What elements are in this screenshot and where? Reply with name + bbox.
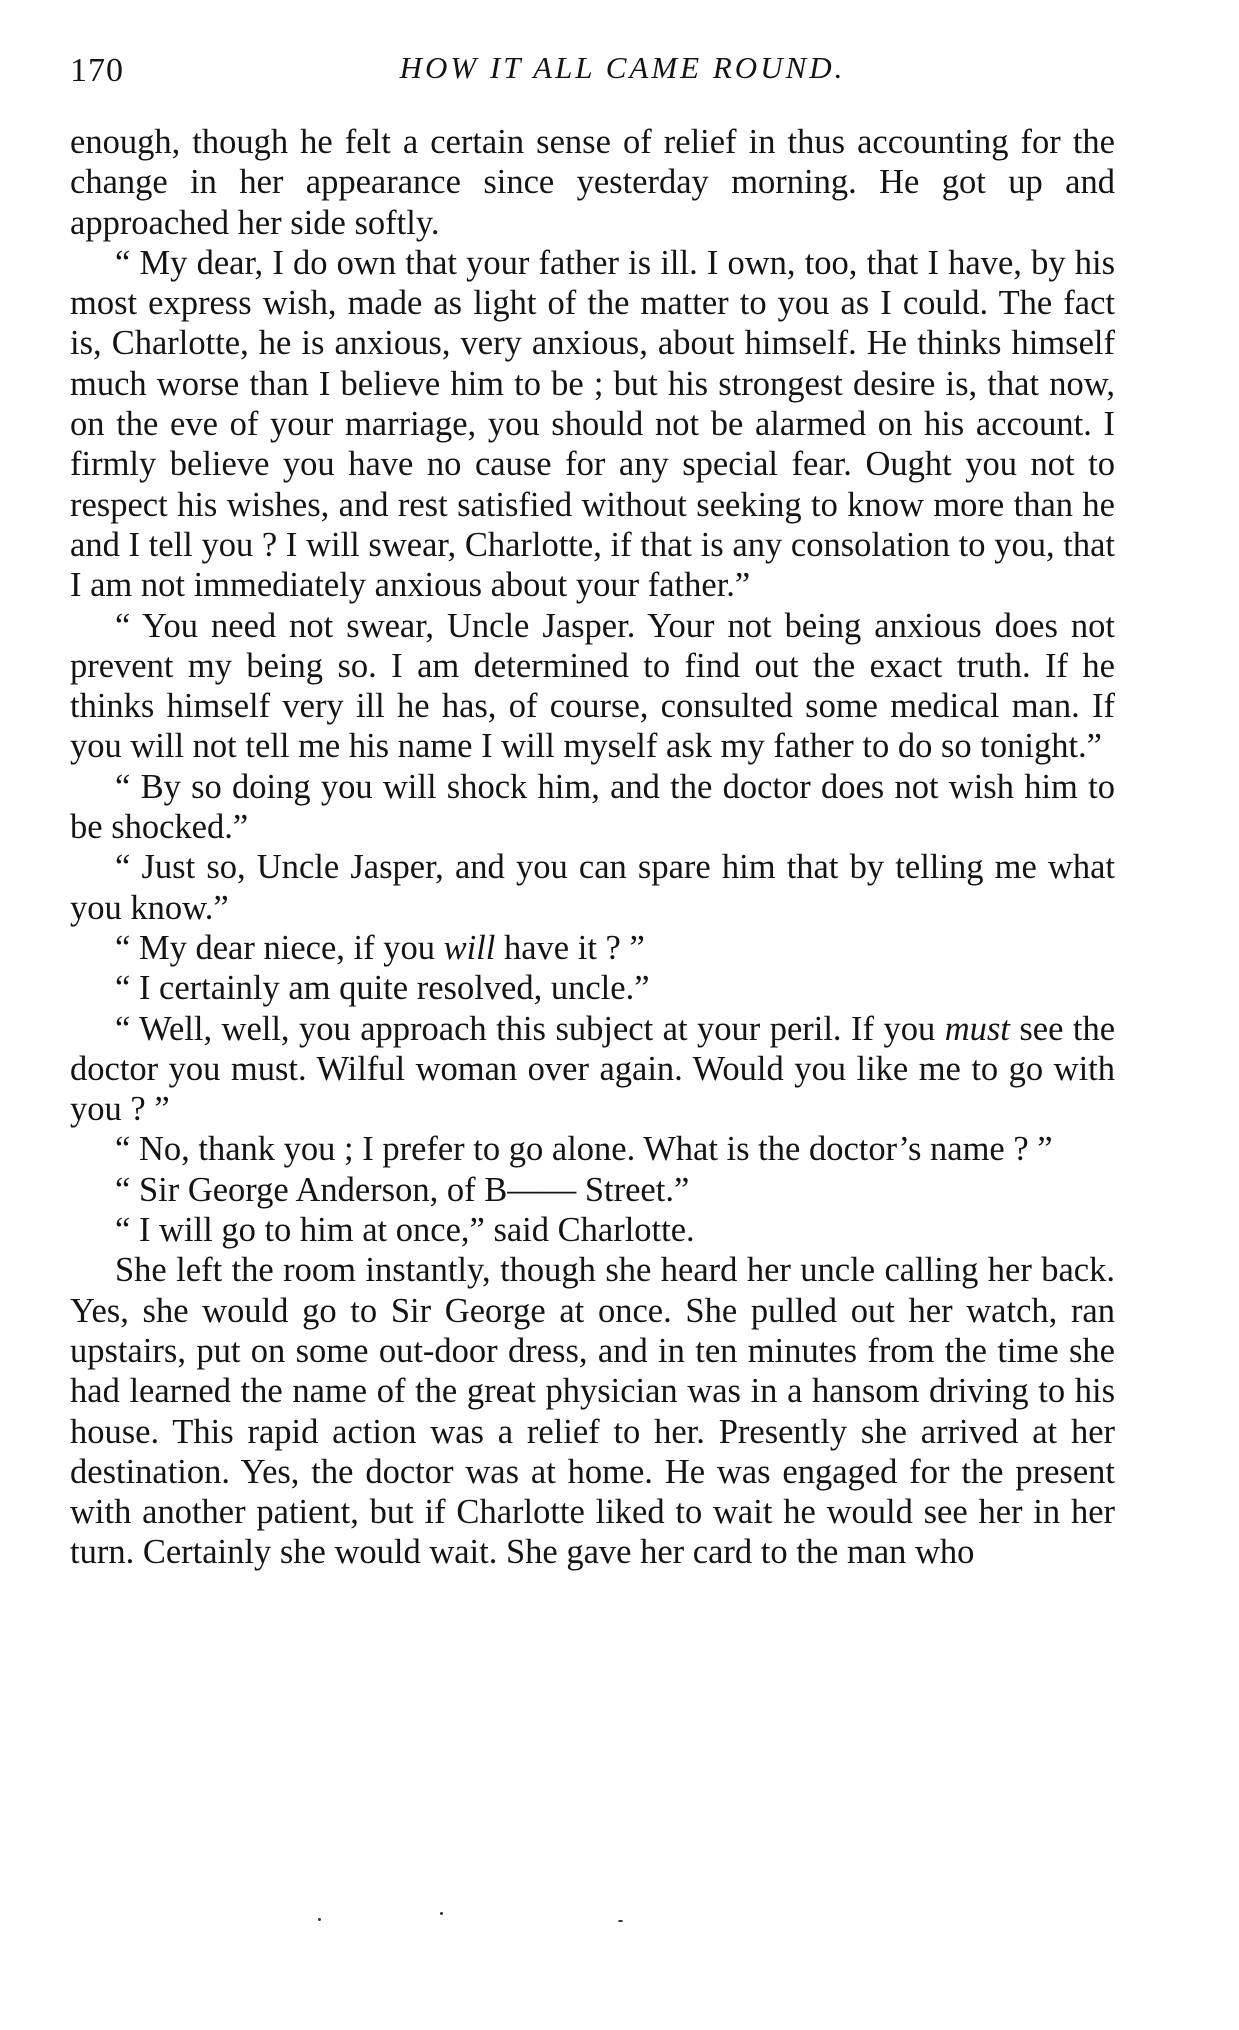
text-run: “ By so doing you will shock him, and the doctor does not wish him to be shocked.” [70,767,1115,847]
paragraph [70,606,1115,767]
ink-speck [440,1912,443,1915]
paragraph [70,1210,1115,1250]
text-run: “ No, thank you ; I prefer to go alone. What is the doctor’s name ? ” [115,1130,1053,1169]
emphasized-text: must [944,1009,1010,1048]
paragraph [70,767,1115,848]
running-head [70,44,1115,104]
text-run: “ I certainly am quite resolved, uncle.” [115,969,650,1008]
text-run: “ Well, well, you approach this subject at your peril. If you [115,1009,945,1048]
text-run: enough, though he felt a certain sense of relief in thus accounting for the change in her appearance since yesterday morning. He got up and approached her side softly. [70,123,1115,242]
continued-paragraph [70,122,1115,243]
body-text [70,122,1115,1573]
paragraph [70,1129,1115,1169]
paragraph [70,1170,1115,1210]
text-run: “ My dear niece, if you [115,928,444,967]
text-run: “ My dear, I do own that your father is ill. I own, too, that I have, by his most express wish, made as light of the matter to you as I could. The fact is, Charlotte, he is anxious, very anxious, about himself. He thinks himself much worse than I believe him to be ; but his strongest desire is, that now, on the eve of your marriage, you should not be alarmed on his account. I firmly believe you have no cause for any special fear. Ought you not to respect his wishes, and rest satisfied without seeking to know more than he and I tell you ? I will swear, Charlotte, if that is any consolation to you, that I am not immediately anxious about your father.” [70,243,1115,605]
text-run: “ Sir George Anderson, of B—— Street.” [115,1170,690,1209]
text-run: “ Just so, Uncle Jasper, and you can spare him that by telling me what you know.” [70,848,1115,927]
paragraph [70,847,1115,928]
paragraph [70,1250,1115,1572]
text-run: “ You need not swear, Uncle Jasper. Your not being anxious does not prevent my being so. I am determined to find out the exact truth. If he thinks himself very ill he has, of course, consulted some medical man. If you will not tell me his name I will myself ask my father to do so tonight.” [70,606,1115,766]
text-run: have it ? ” [495,928,645,967]
running-title: HOW IT ALL CAME ROUND. [399,50,846,85]
paragraph [70,243,1115,606]
emphasized-text: will [443,928,496,967]
text-run: “ I will go to him at once,” said Charlotte. [115,1211,695,1250]
paragraph [70,1009,1115,1130]
text-run: see the doctor you must. Wilful woman over again. Would you like me to go with you ? ” [70,1009,1116,1129]
page-number: 170 [70,52,124,89]
paragraph [70,928,1115,968]
paragraph [70,968,1115,1008]
text-run: She left the room instantly, though she heard her uncle calling her back. Yes, she would go to Sir George at once. She pulled out her watch, ran upstairs, put on some out-door dress, and in ten minutes from the time she had learned the name of the great physician was in a hansom driving to his house. This rapid action was a relief to her. Presently she arrived at her destination. Yes, the doctor was at home. He was engaged for the present with another patient, but if Charlotte liked to wait he would see her in her turn. Certainly she would wait. She gave her card to the man who [70,1251,1115,1572]
ink-speck [318,1918,321,1921]
ink-speck [618,1920,623,1922]
